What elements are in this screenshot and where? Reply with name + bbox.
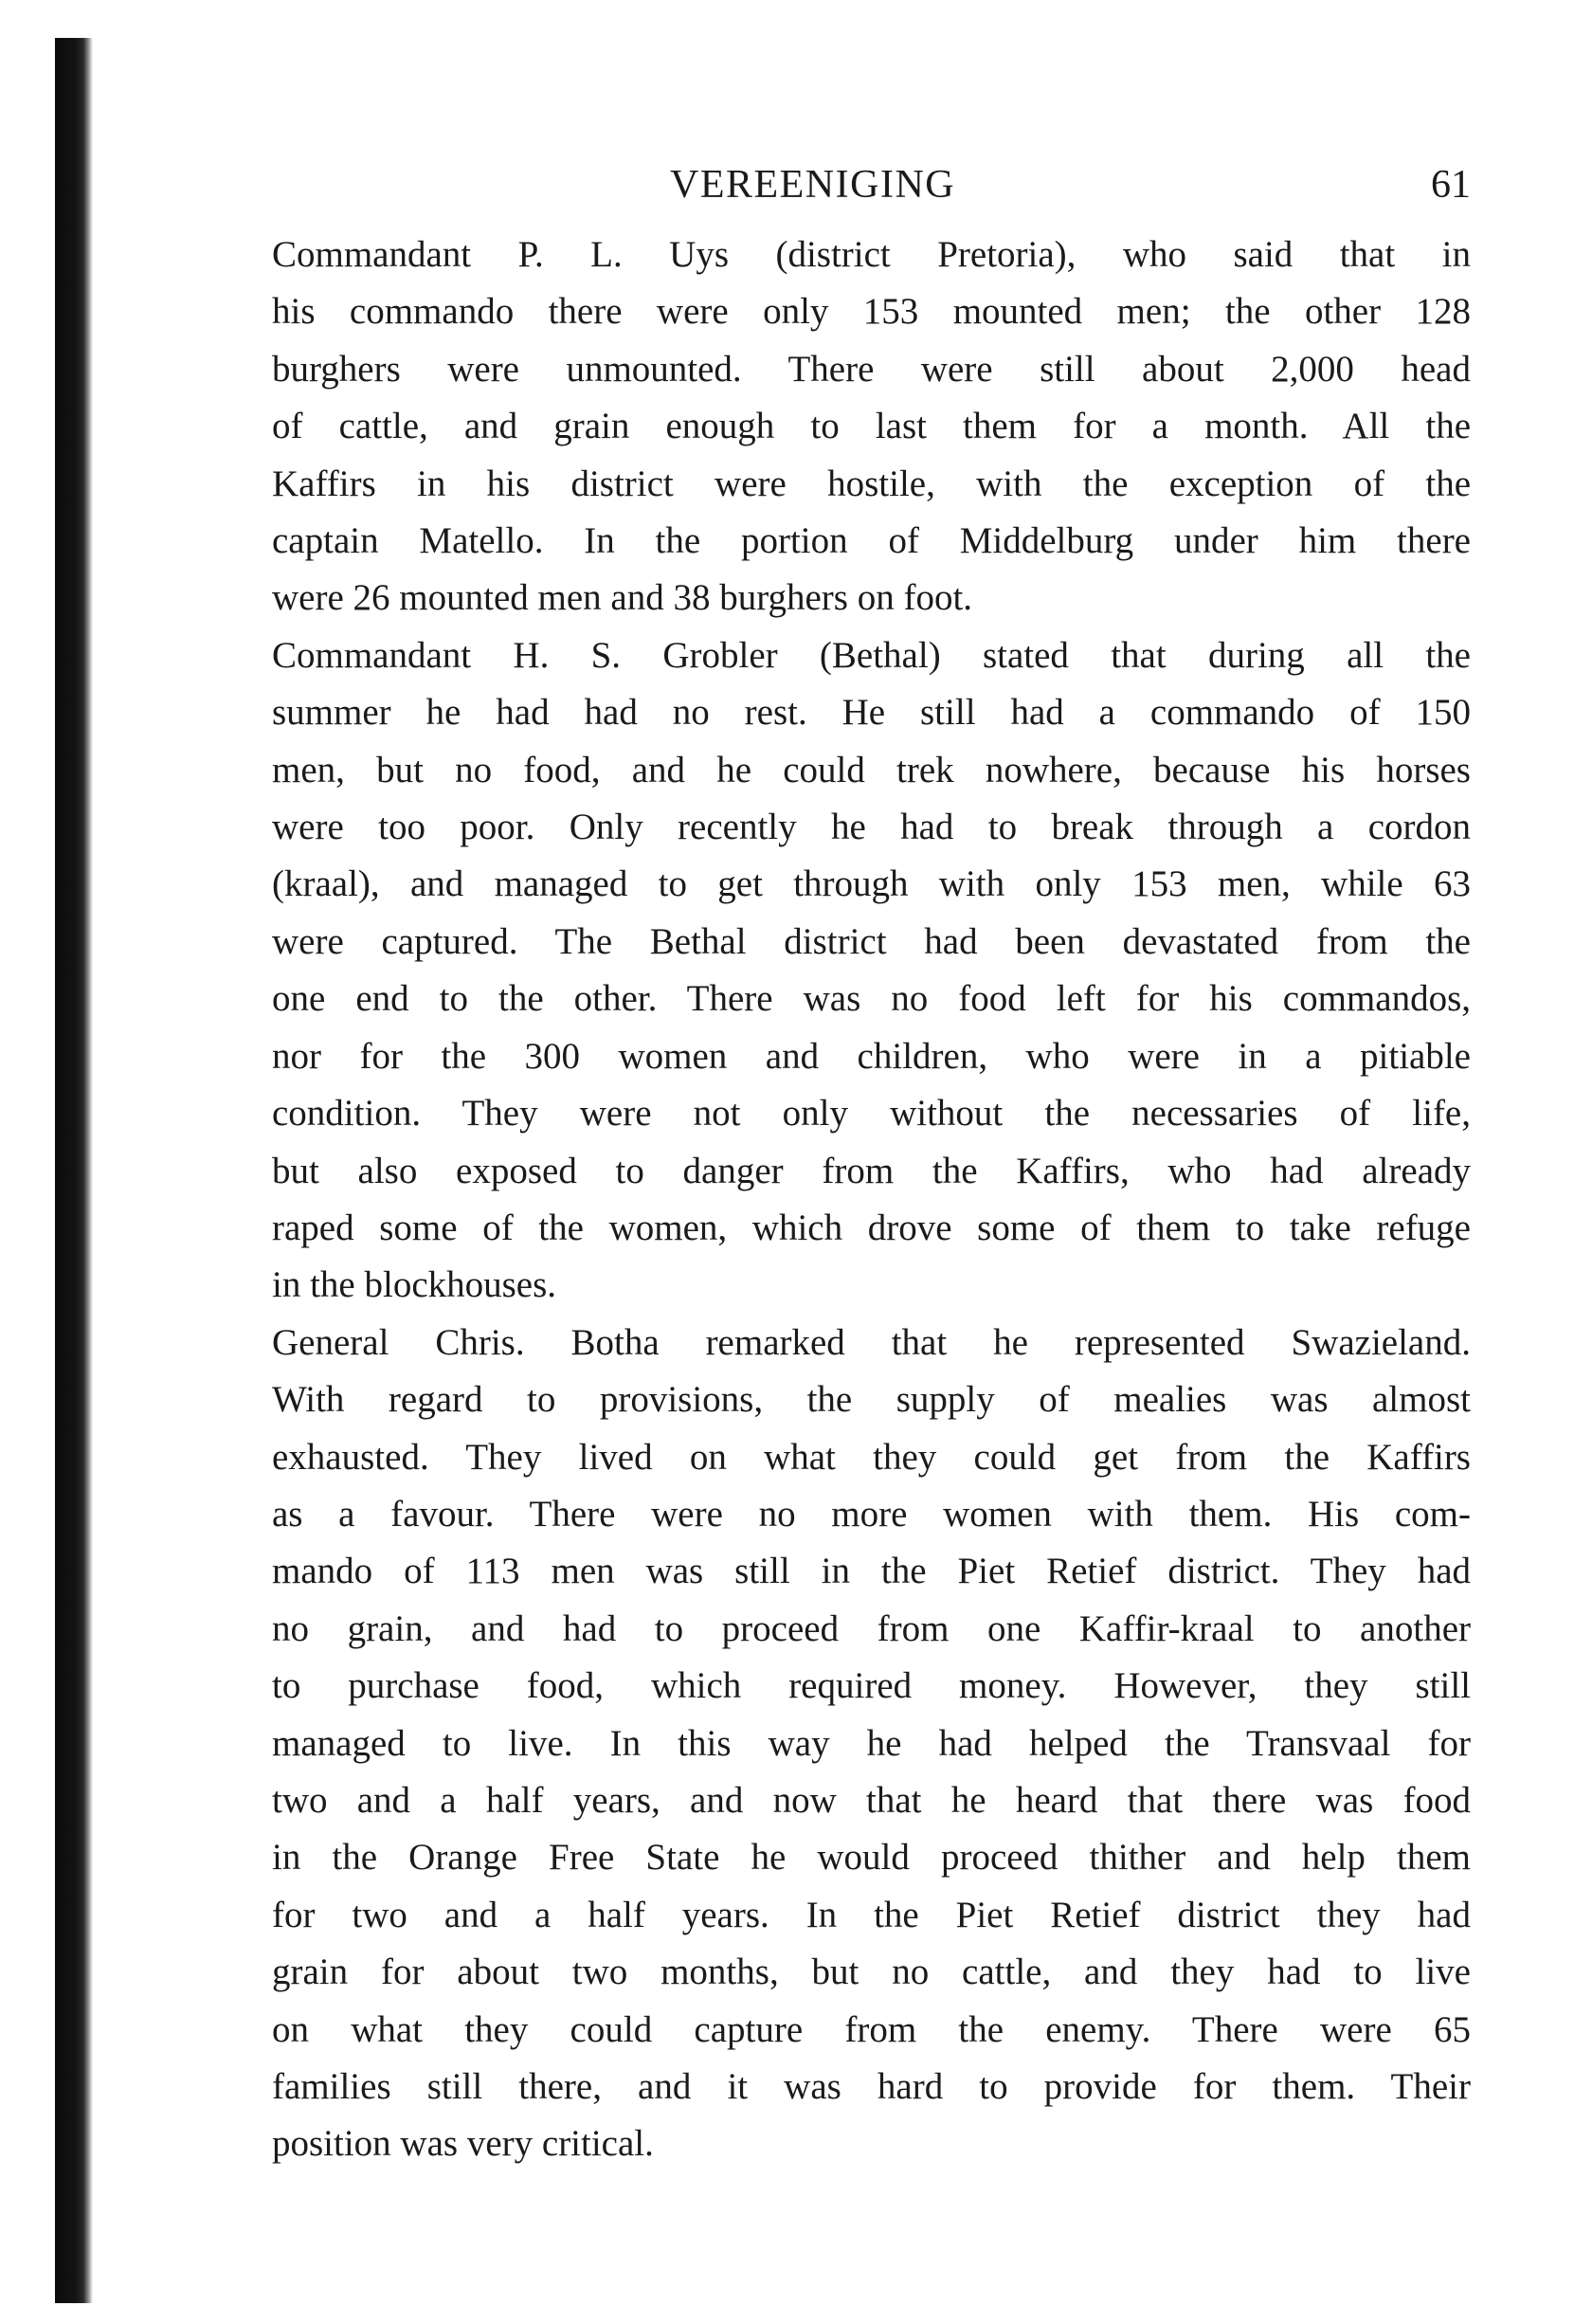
text-line: summer he had had no rest. He still had a commando of 150: [272, 692, 1471, 734]
text-line: his commando there were only 153 mounted men; the other 128: [272, 291, 1471, 333]
text-line: condition. They were not only without the necessaries of life,: [272, 1093, 1471, 1135]
text-line: one end to the other. There was no food left for his commandos,: [272, 978, 1471, 1020]
text-line: two and a half years, and now that he heard that there was food: [272, 1779, 1471, 1821]
text-line: families still there, and it was hard to provide for them. Their: [272, 2066, 1471, 2107]
binding-edge: [55, 38, 93, 2303]
text-line: on what they could capture from the enemy. There were 65: [272, 2008, 1471, 2050]
text-line: (kraal), and managed to get through with only 153 men, while 63: [272, 863, 1471, 905]
running-title: VEREENIGING: [670, 163, 956, 207]
text-line: were captured. The Bethal district had been devastated from the: [272, 920, 1471, 962]
text-line: captain Matello. In the portion of Middelburg under him there: [272, 520, 1471, 562]
book-page: [225, 156, 1471, 2173]
text-line: grain for about two months, but no cattle, and they had to live: [272, 1952, 1471, 1993]
paragraph-uys: [225, 227, 1471, 627]
page-number: 61: [1431, 163, 1471, 207]
text-line: of cattle, and grain enough to last them for a month. All the: [272, 406, 1471, 447]
text-line: raped some of the women, which drove some of them to take refuge: [272, 1207, 1471, 1248]
text-line: General Chris. Botha remarked that he represented Swazieland.: [272, 1321, 1471, 1363]
paragraph-grobler: [225, 627, 1471, 1315]
text-line: burghers were unmounted. There were still about 2,000 head: [272, 348, 1471, 390]
paragraph-botha: [225, 1315, 1471, 2173]
text-line: Kaffirs in his district were hostile, with the exception of the: [272, 463, 1471, 504]
text-line: in the blockhouses.: [272, 1264, 557, 1306]
text-line: mando of 113 men was still in the Piet Retief district. They had: [272, 1551, 1471, 1592]
text-line: in the Orange Free State he would proceed thither and help them: [272, 1837, 1471, 1879]
text-line: nor for the 300 women and children, who were in a pitiable: [272, 1035, 1471, 1077]
text-line: Commandant H. S. Grobler (Bethal) stated that during all the: [272, 634, 1471, 676]
text-line: Commandant P. L. Uys (district Pretoria), who said that in: [272, 234, 1471, 275]
text-line: managed to live. In this way he had helped the Transvaal for: [272, 1722, 1471, 1764]
text-line: men, but no food, and he could trek nowhere, because his horses: [272, 749, 1471, 790]
text-line: as a favour. There were no more women with them. His com-: [272, 1493, 1471, 1534]
text-line: to purchase food, which required money. However, they still: [272, 1665, 1471, 1707]
text-line: were 26 mounted men and 38 burghers on foot.: [272, 577, 973, 619]
text-line: but also exposed to danger from the Kaffirs, who had already: [272, 1150, 1471, 1191]
text-line: no grain, and had to proceed from one Kaffir-kraal to another: [272, 1607, 1471, 1649]
text-line: position was very critical.: [272, 2123, 654, 2165]
text-line: With regard to provisions, the supply of mealies was almost: [272, 1379, 1471, 1421]
text-line: were too poor. Only recently he had to break through a cordon: [272, 807, 1471, 848]
text-line: exhausted. They lived on what they could get from the Kaffirs: [272, 1436, 1471, 1478]
text-line: for two and a half years. In the Piet Retief district they had: [272, 1894, 1471, 1935]
running-head: [225, 156, 1471, 213]
